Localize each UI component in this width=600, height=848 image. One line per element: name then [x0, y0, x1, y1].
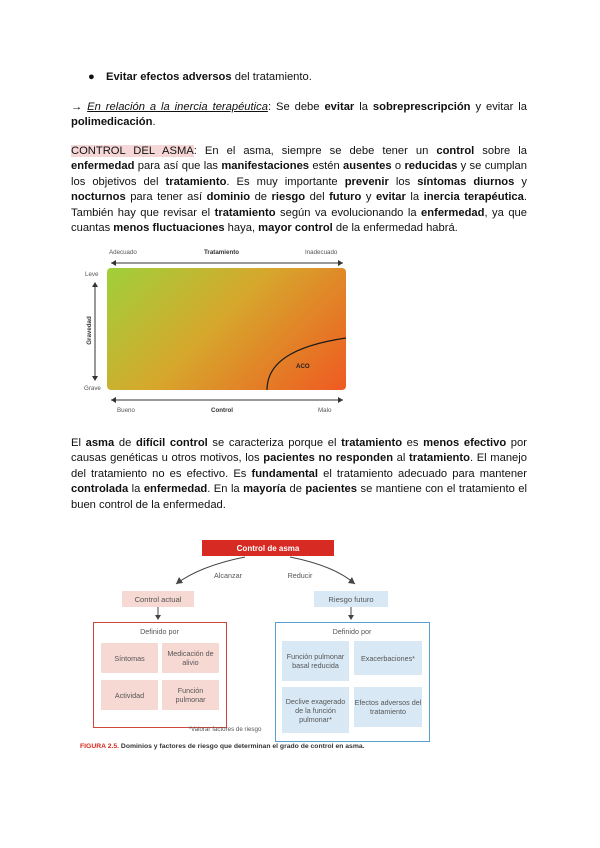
right-group [275, 622, 430, 742]
section-title: CONTROL DEL ASMA [71, 145, 194, 157]
bullet-rest: del tratamiento. [231, 71, 312, 83]
left-center-label: Gravedad [85, 316, 93, 345]
bullet-dot: ● [88, 71, 95, 83]
actividad-item: Actividad [101, 680, 158, 710]
paragraph-control-asma: CONTROL DEL ASMA: En el asma, siempre se debe tener un control sobre la enfermedad para así que las manifestaciones estén ausentes o reducidas y se cumplan los objetivos del tratamiento. Es muy importante prevenir los síntomas diurnos y nocturnos para tener así dominio de riesgo del futuro y evitar la inercia terapéutica. También hay que revisar el tratamiento según va evolucionando la enfermedad, ya que cuantas menos fluctuaciones haya, mayor control de la enfermedad habrá. [71, 145, 527, 235]
top-left-label: Adecuado [109, 249, 137, 256]
top-right-label: Inadecuado [305, 249, 338, 256]
bottom-center-label: Control [211, 407, 233, 414]
left-bottom-label: Grave [84, 385, 101, 392]
figure-caption: FIGURA 2.5. Dominios y factores de riesgo que determinan el grado de control en asma. [80, 743, 365, 750]
left-group [93, 622, 227, 728]
top-center-label: Tratamiento [204, 249, 240, 256]
efectos-adversos-item: Efectos adversos del tratamiento [354, 687, 422, 727]
bottom-axis-arrow [107, 396, 347, 404]
top-axis-arrow [107, 259, 347, 267]
paragraph-dificil-control: El asma de difícil control se caracteriza porque el tratamiento es menos efectivo por causas genéticas u otros motivos, los pacientes no responden al tratamiento. El manejo del tratamiento no es efectivo. Es fundamental el tratamiento adecuado para mantener controlada la enfermedad. En la mayoría de pacientes se mantiene con el tratamiento el buen control de la enfermedad. [71, 437, 528, 511]
exacerbaciones-item: Exacerbaciones* [354, 641, 422, 675]
aco-label: ACO [296, 363, 310, 370]
gradient-area [107, 268, 346, 390]
sintomas-item: Síntomas [101, 643, 158, 673]
left-defined-by: Definido por [140, 626, 179, 636]
asthma-control-diagram [80, 536, 440, 761]
declive-item: Declive exagerado de la función pulmonar* [282, 687, 349, 733]
funcion-pulmonar-item: Función pulmonar [162, 680, 219, 710]
control-gradient-figure [82, 245, 352, 420]
reducir-label: Reducir [287, 570, 313, 580]
left-axis-arrow [91, 280, 99, 383]
right-defined-by: Definido por [332, 626, 372, 636]
funcion-basal-item: Función pulmonar basal reducida [282, 641, 349, 681]
aco-region-curve [107, 268, 346, 390]
left-top-label: Leve [85, 271, 99, 278]
inertia-link[interactable]: En relación a la inercia terapéutica [87, 101, 268, 113]
arrow: → [71, 101, 88, 113]
bottom-right-label: Malo [318, 407, 332, 414]
alcanzar-label: Alcanzar [214, 570, 242, 580]
medicacion-item: Medicación de alivio [162, 643, 219, 673]
footnote: *Valorar factores de riesgo [188, 725, 262, 733]
control-actual-node: Control actual [122, 591, 194, 607]
bullet-bold: Evitar efectos adversos [106, 71, 232, 83]
riesgo-futuro-node: Riesgo futuro [314, 591, 388, 607]
root-node: Control de asma [202, 540, 334, 556]
bottom-left-label: Bueno [117, 407, 135, 414]
paragraph-inertia: → En relación a la inercia terapéutica: Se debe evitar la sobreprescripción y evitar la polimedicación. [71, 101, 527, 129]
